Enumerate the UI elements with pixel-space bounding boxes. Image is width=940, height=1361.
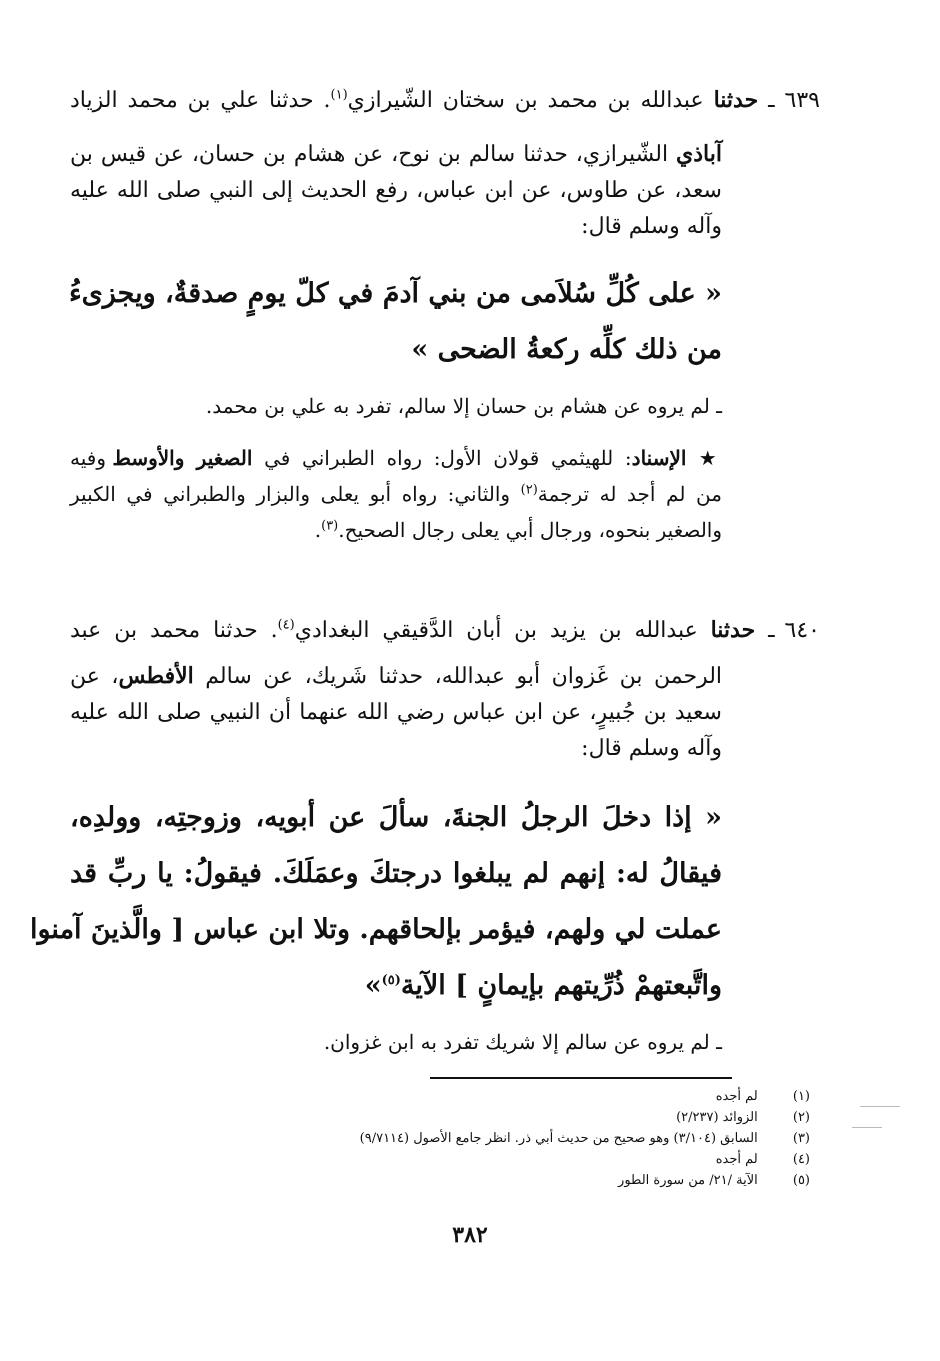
isnad-line-3 bbox=[70, 512, 722, 548]
hadith-640-note bbox=[70, 1024, 722, 1060]
scan-mark bbox=[852, 1127, 882, 1128]
note-640: ـ لم يروه عن سالم إلا شريك تفرد به ابن غزوان. bbox=[323, 1030, 722, 1054]
hadith-639-matn bbox=[70, 266, 722, 378]
text-run: والصغير بنحوه، ورجال أبي يعلى رجال الصحيح. bbox=[338, 518, 722, 542]
aftas-bold: الأفطس bbox=[118, 663, 194, 689]
matn-640-line-2: فيقالُ له: إنهم لم يبلغوا درجتكَ وعمَلَكَ. فيقولُ: يا ربِّ قد bbox=[70, 858, 722, 889]
hadith-640-line-3: سعيد بن جُبيرٍ، عن ابن عباس رضي الله عنهما أن النبيي صلى الله عليه bbox=[70, 700, 722, 725]
isnad-line-1 bbox=[70, 440, 722, 476]
footnote-text: السابق (٣/١٠٤) وهو صحيح من حديث أبي ذر. انظر جامع الأصول (٩/٧١١٤) bbox=[359, 1131, 758, 1146]
footnote-number: (٥) bbox=[792, 1173, 810, 1188]
text-run: وفيه bbox=[70, 446, 113, 470]
hadith-639-line-4: وآله وسلم قال: bbox=[581, 214, 722, 239]
isnad-line-2 bbox=[70, 476, 722, 512]
footnote-divider bbox=[430, 1077, 732, 1079]
footnote-ref-1: (١) bbox=[330, 87, 348, 103]
hadith-639-number: ٦٣٩ bbox=[784, 88, 820, 113]
dash: ـ bbox=[755, 618, 775, 643]
footnote-ref-4: (٤) bbox=[277, 617, 295, 633]
text-run: . حدثنا علي بن محمد الزياد bbox=[70, 88, 331, 113]
text-run: من لم أجد له ترجمة bbox=[537, 482, 722, 506]
abadhi-bold: آباذي bbox=[676, 141, 722, 167]
hadith-640-number: ٦٤٠ bbox=[784, 618, 820, 643]
footnote-1 bbox=[200, 1086, 810, 1107]
note-639: ـ لم يروه عن هشام بن حسان إلا سالم، تفرد به علي بن محمد. bbox=[205, 394, 722, 418]
text-run: والثاني: رواه أبو يعلى والبزار والطبراني في الكبير bbox=[70, 482, 521, 506]
text-run: الشّيرازي، حدثنا سالم بن نوح، عن هشام بن حسان، عن قيس بن bbox=[70, 142, 677, 167]
text-run: واتَّبعتهمْ ذُرِّيتهم بإيمانٍ ] الآية bbox=[400, 970, 722, 1001]
star-icon: ★ bbox=[698, 446, 722, 470]
matn-640-line-3: عملت لي ولهم، فيؤمر بإلحاقهم. وتلا ابن عباس [ والَّذينَ آمنوا bbox=[29, 914, 722, 945]
footnote-4 bbox=[200, 1149, 810, 1170]
hadith-640-line-4: وآله وسلم قال: bbox=[581, 736, 722, 761]
hadith-640-matn bbox=[29, 790, 722, 1014]
footnote-text: لم أجده bbox=[715, 1089, 758, 1104]
footnote-text: لم أجده bbox=[715, 1152, 758, 1167]
footnote-text: الآية /٢١/ من سورة الطور bbox=[618, 1173, 758, 1188]
footnote-text: الزوائد (٢/٢٣٧) bbox=[676, 1110, 758, 1125]
scan-mark bbox=[860, 1106, 900, 1107]
hadith-639-line-3: سعد، عن طاوس، عن ابن عباس، رفع الحديث إلى النبي صلى الله عليه bbox=[70, 178, 722, 203]
footnote-number: (٢) bbox=[792, 1110, 810, 1125]
text-run: . bbox=[314, 518, 322, 542]
text-run: . حدثنا محمد بن عبد bbox=[70, 618, 278, 643]
footnote-ref-2: (٢) bbox=[520, 482, 538, 498]
footnote-5 bbox=[200, 1170, 810, 1191]
hadith-639-note bbox=[70, 388, 722, 424]
footnote-3 bbox=[200, 1128, 810, 1149]
hadith-639-header bbox=[70, 82, 820, 119]
footnote-ref-5: (٥) bbox=[381, 973, 401, 988]
hadith-640-header bbox=[70, 612, 820, 649]
books-bold: الصغير والأوسط bbox=[112, 446, 253, 470]
matn-639-line-1: « على كُلِّ سُلاَمى من بني آدمَ في كلّ يومٍ صدقةٌ، ويجزىءُ bbox=[68, 278, 722, 309]
footnotes bbox=[200, 1086, 810, 1191]
matn-639-line-2: من ذلك كلِّه ركعةُ الضحى » bbox=[411, 334, 722, 365]
hadith-639-isnad-analysis bbox=[70, 440, 722, 548]
hadith-640-line-2 bbox=[70, 658, 722, 695]
hadith-639-line-2 bbox=[70, 136, 722, 173]
dash: ـ bbox=[758, 88, 775, 113]
hadith-640-line-1 bbox=[70, 612, 820, 649]
text-run: : للهيثمي قولان الأول: رواه الطبراني في bbox=[252, 446, 632, 470]
text-run: عبدالله بن محمد بن سختان الشّيرازي bbox=[347, 88, 714, 113]
isnad-label: الإسناد bbox=[631, 446, 699, 470]
footnote-ref-3: (٣) bbox=[321, 518, 339, 534]
footnote-number: (٣) bbox=[792, 1131, 810, 1146]
closing-quote: » bbox=[364, 970, 382, 1001]
hadith-639-line-1 bbox=[70, 82, 820, 119]
matn-640-line-4 bbox=[70, 958, 722, 1014]
text-run: الرحمن بن غَزوان أبو عبدالله، حدثنا شَريك، عن سالم bbox=[193, 664, 723, 689]
text-run: ، عن bbox=[70, 664, 119, 689]
haddathana-bold: حدثنا bbox=[710, 617, 756, 643]
haddathana-bold: حدثنا bbox=[713, 87, 759, 113]
footnote-number: (٤) bbox=[792, 1152, 810, 1167]
text-run: عبدالله بن يزيد بن أبان الدَّقيقي البغدادي bbox=[294, 618, 711, 643]
page-number: ٣٨٢ bbox=[452, 1222, 488, 1248]
footnote-2 bbox=[200, 1107, 810, 1128]
hadith-639-isnad bbox=[70, 136, 722, 245]
footnote-number: (١) bbox=[792, 1089, 810, 1104]
hadith-640-isnad bbox=[70, 658, 722, 767]
matn-640-line-1: « إذا دخلَ الرجلُ الجنةَ، سألَ عن أبويه، وزوجتِه، وولدِه، bbox=[70, 802, 722, 833]
